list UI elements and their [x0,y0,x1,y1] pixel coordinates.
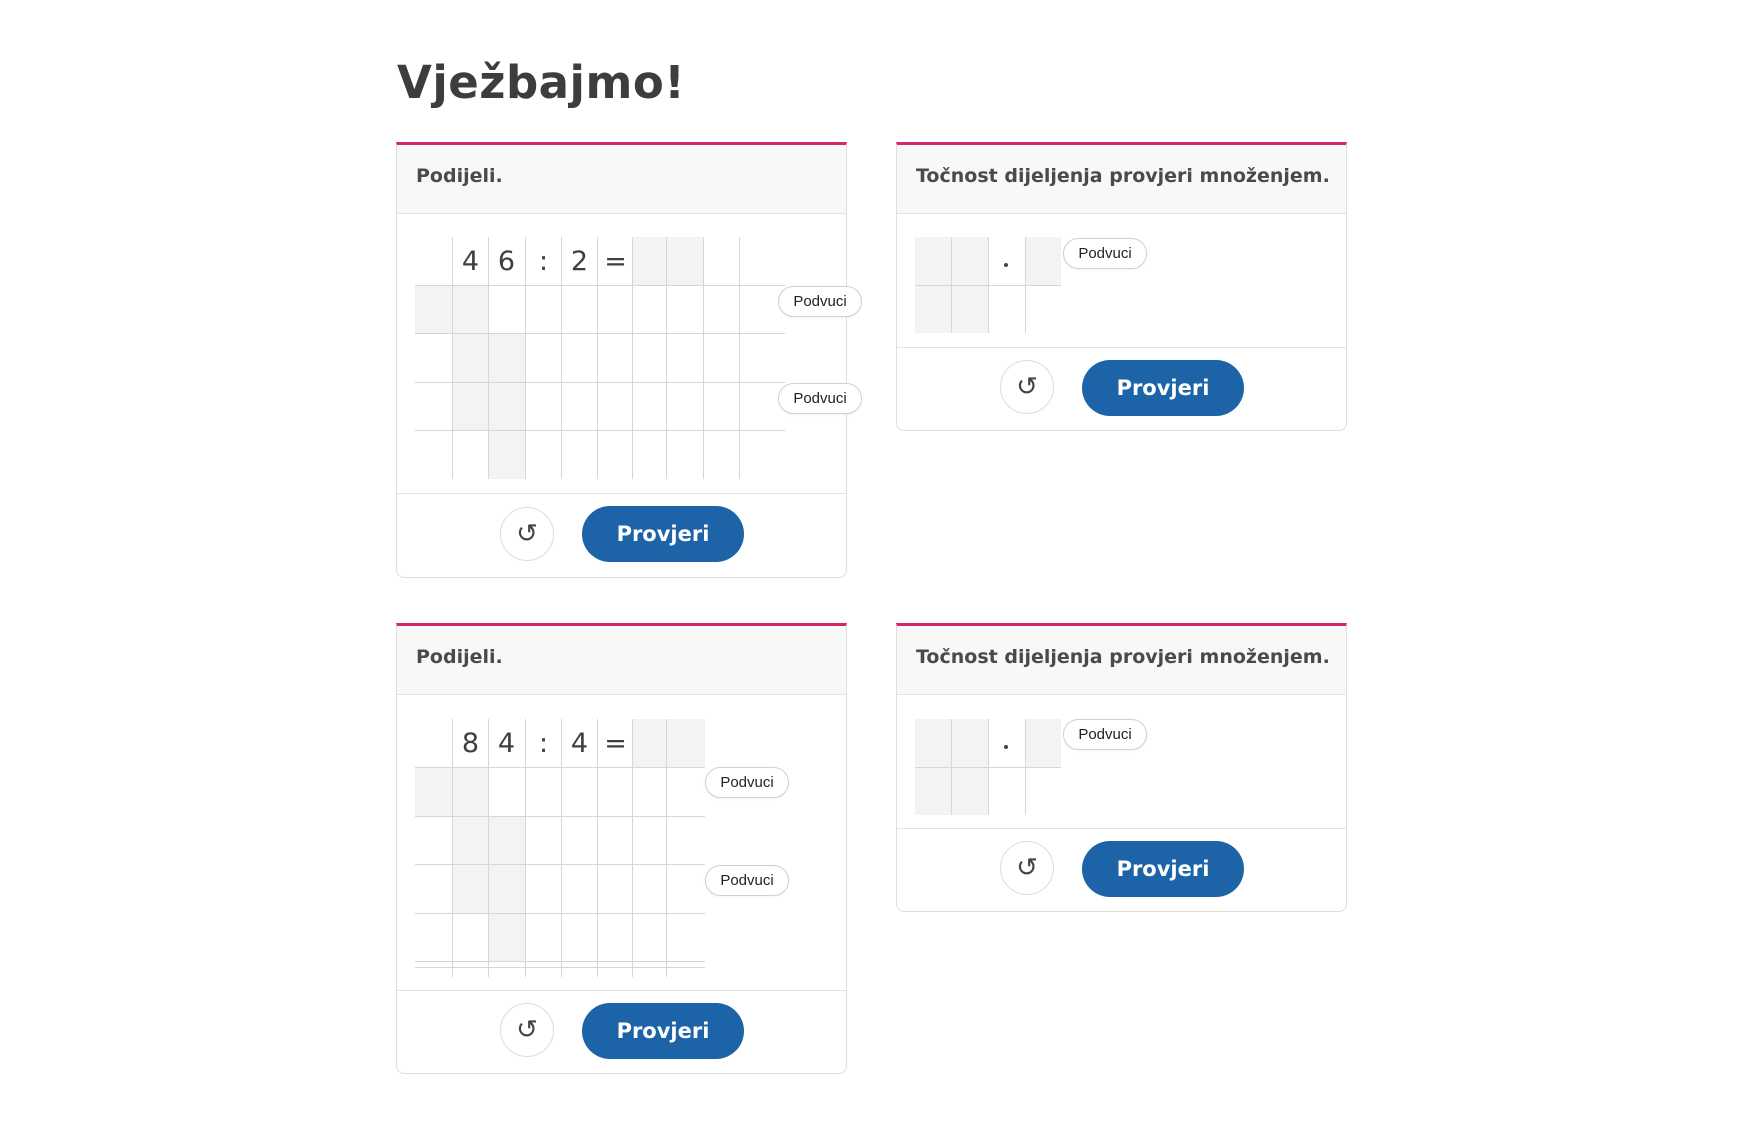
dividend-digit: 6 [497,245,516,277]
card-footer [397,493,846,577]
work-cell[interactable] [452,382,488,430]
underline-button[interactable]: Podvuci [705,865,789,896]
answer-cell[interactable] [666,237,703,285]
answer-cell[interactable] [632,719,666,767]
page-title: Vježbajmo! [397,56,686,109]
card-instruction: Podijeli. [397,626,846,695]
work-cell[interactable] [488,382,525,430]
reset-button[interactable] [500,507,554,561]
card-instruction: Podijeli. [397,145,846,214]
multiply-dot [1004,263,1008,267]
divisor-digit: 4 [570,727,589,759]
undo-icon: ↺ [516,519,538,549]
work-cell[interactable] [452,864,488,913]
dividend-digit: 4 [497,727,516,759]
division-grid [415,719,705,977]
work-cell[interactable] [452,285,488,333]
work-cell[interactable] [488,864,525,913]
undo-icon: ↺ [1016,372,1038,402]
card-instruction: Točnost dijeljenja provjeri množenjem. [897,145,1346,214]
undo-icon: ↺ [516,1015,538,1045]
division-card [396,623,847,1074]
work-cell[interactable] [488,913,525,961]
card-footer [397,990,846,1073]
reset-button[interactable] [1000,360,1054,414]
factor-cell[interactable] [1025,237,1061,285]
multiplication-check-card [896,142,1347,431]
division-card [396,142,847,578]
check-button[interactable]: Provjeri [582,506,744,562]
work-cell[interactable] [488,816,525,864]
division-sign: : [538,245,549,277]
dividend-digit: 4 [461,245,480,277]
work-cell[interactable] [452,333,488,382]
card-instruction: Točnost dijeljenja provjeri množenjem. [897,626,1346,695]
check-button[interactable]: Provjeri [1082,360,1244,416]
underline-button[interactable]: Podvuci [705,767,789,798]
equals-sign: = [604,727,627,759]
divisor-digit: 2 [570,245,589,277]
reset-button[interactable] [500,1003,554,1057]
reset-button[interactable] [1000,841,1054,895]
multiply-dot [1004,745,1008,749]
dividend-digit: 8 [461,727,480,759]
work-cell[interactable] [415,767,452,816]
work-cell[interactable] [452,767,488,816]
division-sign: : [538,727,549,759]
answer-cell[interactable] [632,237,666,285]
underline-button[interactable]: Podvuci [1063,238,1147,269]
underline-button[interactable]: Podvuci [778,383,862,414]
card-footer [897,828,1346,911]
check-button[interactable]: Provjeri [582,1003,744,1059]
undo-icon: ↺ [1016,853,1038,883]
factor-cell[interactable] [1025,719,1061,767]
equals-sign: = [604,245,627,277]
underline-button[interactable]: Podvuci [1063,719,1147,750]
card-footer [897,347,1346,430]
work-cell[interactable] [415,285,452,333]
work-cell[interactable] [452,816,488,864]
work-cell[interactable] [488,430,525,479]
work-cell[interactable] [488,333,525,382]
answer-cell[interactable] [666,719,705,767]
check-button[interactable]: Provjeri [1082,841,1244,897]
division-grid [415,237,785,479]
multiplication-check-card [896,623,1347,912]
multiplication-grid [915,719,1061,815]
multiplication-grid [915,237,1061,333]
underline-button[interactable]: Podvuci [778,286,862,317]
